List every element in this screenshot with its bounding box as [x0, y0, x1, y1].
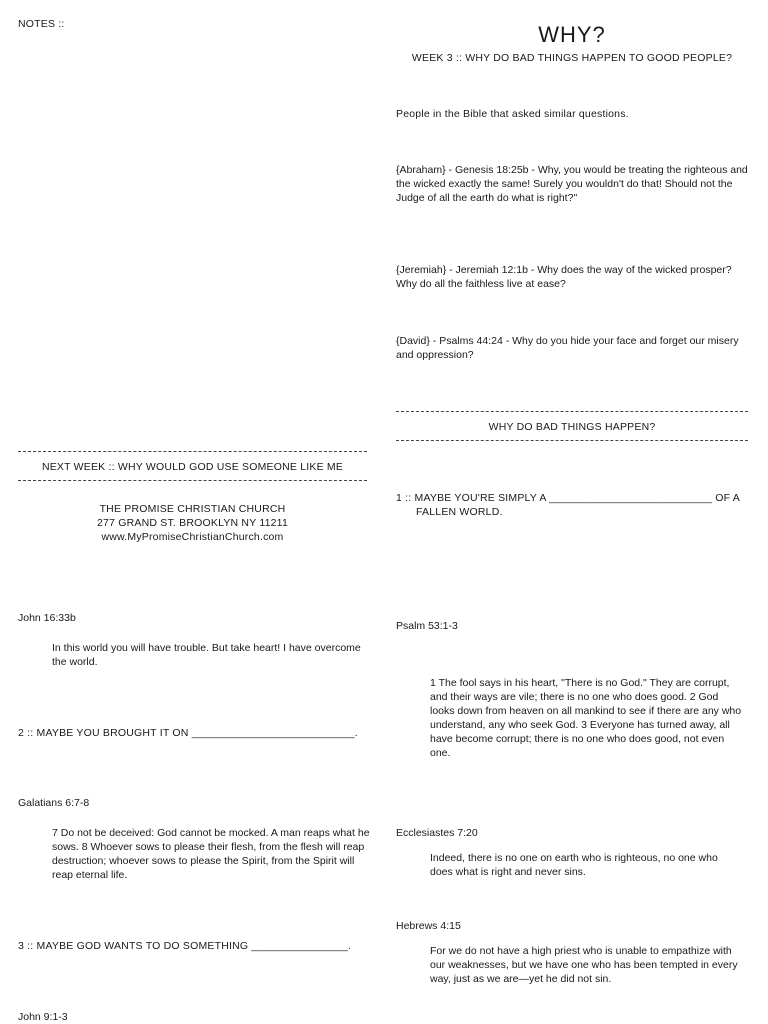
scripture-ref: John 16:33b [18, 612, 76, 624]
scripture-ref: Galatians 6:7-8 [18, 797, 90, 809]
divider [18, 451, 367, 452]
next-week-banner: NEXT WEEK :: WHY WOULD GOD USE SOMEONE LIKE ME [41, 461, 344, 473]
scripture-quote: For we do not have a high priest who is unable to empathize with our weaknesses, but we have one who has been tempted in every way, just as we are—yet he did not sin. [430, 945, 738, 985]
scripture-quote: 7 Do not be deceived: God cannot be mocked. A man reaps what he sows. 8 Whoever sows to please their flesh, from the flesh will reap destruction; whoever sows to please the Spirit, from the Spirit will reap eternal life. [52, 827, 370, 881]
church-website: www.MyPromiseChristianChurch.com [101, 531, 284, 543]
page-title: WHY? [538, 22, 606, 47]
point-1-line2: FALLEN WORLD. [416, 506, 503, 518]
notes-label: NOTES :: [18, 18, 65, 30]
church-info [18, 502, 367, 544]
divider [396, 440, 748, 441]
intro-text: People in the Bible that asked similar questions. [396, 108, 629, 120]
church-name: THE PROMISE CHRISTIAN CHURCH [99, 503, 286, 515]
scripture-quote: 1 The fool says in his heart, "There is no God." They are corrupt, and their ways are vile; there is no one who does good. 2 God looks down from heaven on all mankind to see if there are any who understand, any who seek God. 3 Everyone has turned away, all have become corrupt; there is no one who does good, not even one. [430, 677, 742, 759]
scripture-ref: John 9:1-3 [18, 1011, 68, 1023]
section-heading: WHY DO BAD THINGS HAPPEN? [488, 421, 656, 433]
point-1-line1: 1 :: MAYBE YOU'RE SIMPLY A ___________________________ OF A [396, 492, 741, 504]
jeremiah-quote: {Jeremiah} - Jeremiah 12:1b - Why does the way of the wicked prosper? Why do all the faithless live at ease? [396, 264, 732, 290]
point-3: 3 :: MAYBE GOD WANTS TO DO SOMETHING ________________. [18, 940, 352, 952]
point-2: 2 :: MAYBE YOU BROUGHT IT ON ___________________________. [18, 727, 358, 739]
scripture-quote: In this world you will have trouble. But take heart! I have overcome the world. [52, 642, 361, 668]
david-quote: {David} - Psalms 44:24 - Why do you hide your face and forget our misery and oppression? [396, 335, 739, 361]
page-subtitle: WEEK 3 :: WHY DO BAD THINGS HAPPEN TO GOOD PEOPLE? [411, 52, 733, 64]
scripture-ref: Psalm 53:1-3 [396, 620, 458, 632]
divider [18, 480, 367, 481]
scripture-ref: Ecclesiastes 7:20 [396, 827, 478, 839]
scripture-ref: Hebrews 4:15 [396, 920, 461, 932]
abraham-quote: {Abraham} - Genesis 18:25b - Why, you would be treating the righteous and the wicked exactly the same! Surely you wouldn't do that! Should not the Judge of all the earth do what is right?" [396, 164, 748, 204]
church-address: 277 GRAND ST. BROOKLYN NY 11211 [96, 517, 288, 529]
divider [396, 411, 748, 412]
scripture-quote: Indeed, there is no one on earth who is righteous, no one who does what is right and never sins. [430, 852, 718, 878]
